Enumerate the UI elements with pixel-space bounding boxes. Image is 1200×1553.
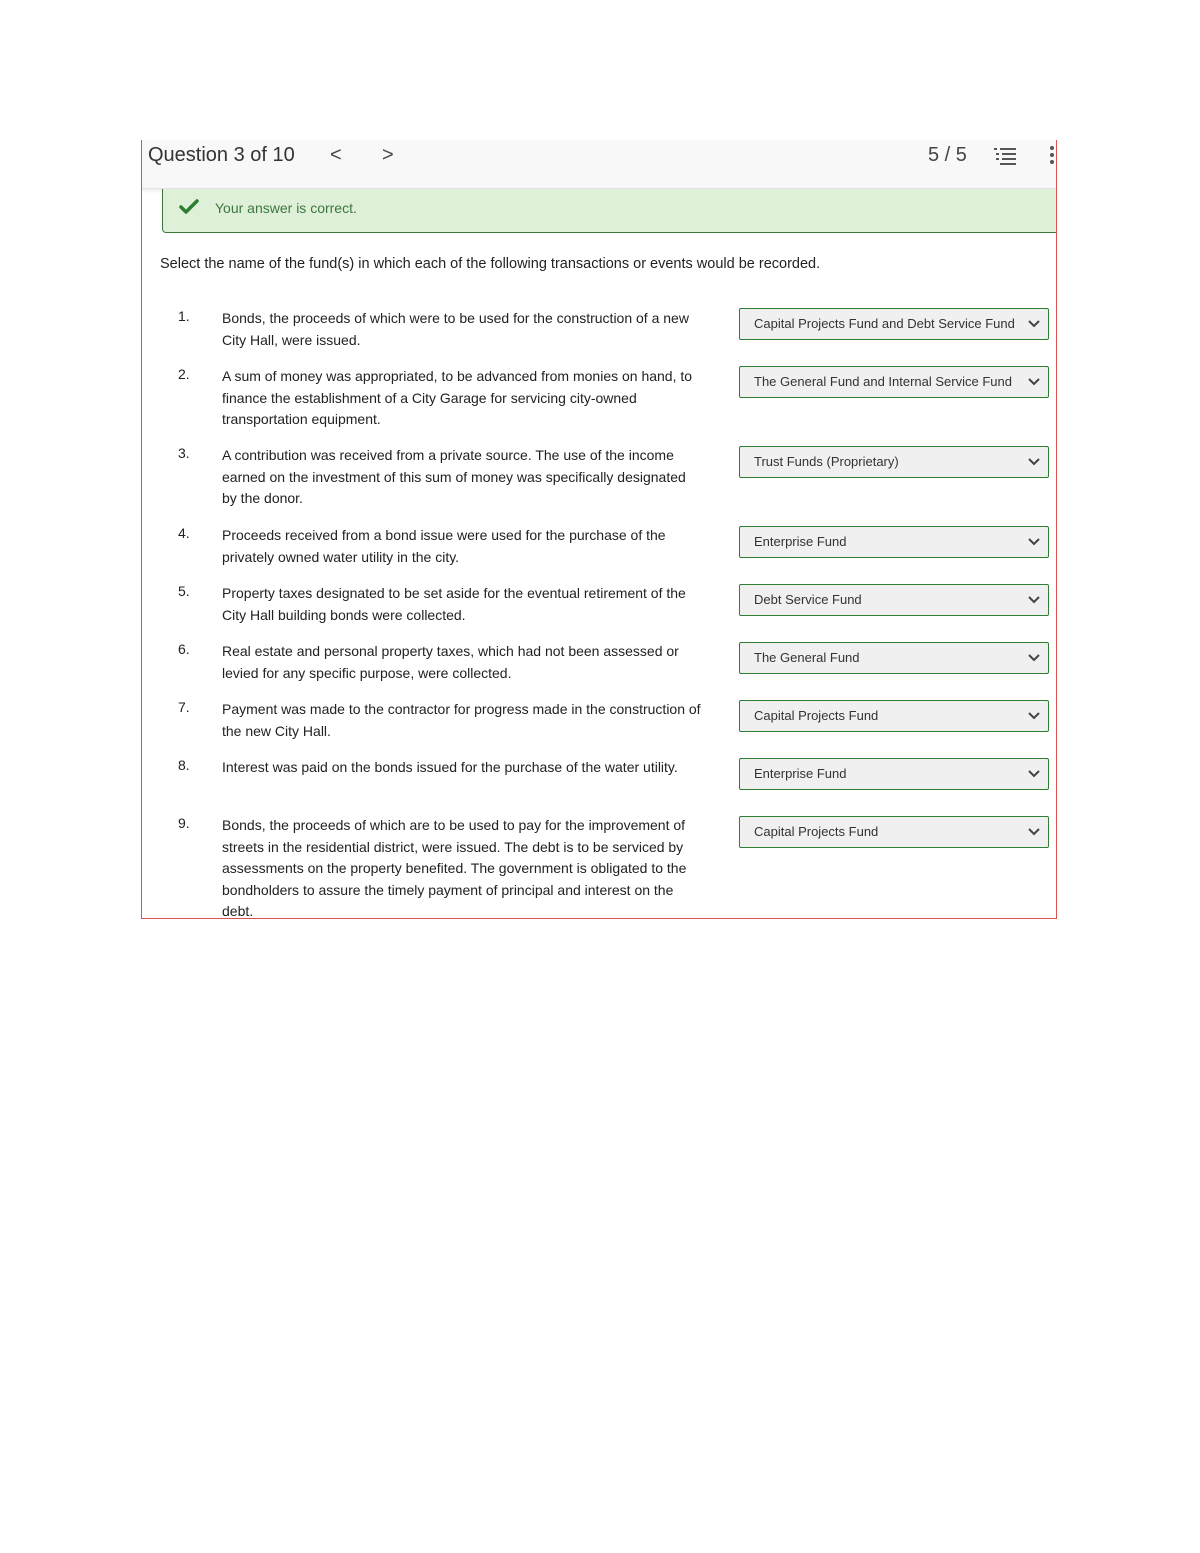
checkmark-icon: [179, 199, 199, 215]
item-text: Bonds, the proceeds of which are to be used to pay for the improvement of streets in the residential district, were issued. The debt is to be serviced by assessments on the property benefited. The government is obligated to the bondholders to assure the timely payment of principal and interest on the debt.: [222, 817, 687, 919]
next-question-button[interactable]: >: [382, 144, 394, 166]
answer-dropdown[interactable]: [739, 526, 1049, 558]
question-list-icon[interactable]: [994, 146, 1016, 166]
question-panel: [141, 140, 1057, 919]
item-text: Payment was made to the contractor for progress made in the construction of the new City Hall.: [222, 701, 701, 739]
correct-answer-banner: [162, 189, 1057, 233]
item-number: 5.: [178, 583, 190, 599]
selected-answer: Enterprise Fund: [754, 766, 847, 781]
question-header: [142, 140, 1056, 189]
selected-answer: The General Fund and Internal Service Fund: [754, 374, 1012, 389]
chevron-down-icon: [1028, 538, 1040, 546]
selected-answer: Capital Projects Fund: [754, 824, 879, 839]
chevron-down-icon: [1028, 596, 1040, 604]
item-text: Proceeds received from a bond issue were used for the purchase of the privately owned water utility in the city.: [222, 527, 666, 565]
item-number: 4.: [178, 525, 190, 541]
selected-answer: Capital Projects Fund and Debt Service Fund: [754, 316, 1015, 331]
previous-question-button[interactable]: <: [330, 144, 342, 166]
item-number: 6.: [178, 641, 190, 657]
item-text: Interest was paid on the bonds issued for the purchase of the water utility.: [222, 759, 678, 775]
answer-dropdown[interactable]: [739, 700, 1049, 732]
answer-dropdown[interactable]: [739, 446, 1049, 478]
instruction-text: Select the name of the fund(s) in which each of the following transactions or events would be recorded.: [160, 256, 821, 272]
item-text: A contribution was received from a private source. The use of the income earned on the investment of this sum of money was specifically designated by the donor.: [222, 447, 686, 506]
question-counter: Question 3 of 10: [148, 144, 295, 166]
item-number: 9.: [178, 815, 190, 831]
item-text: Real estate and personal property taxes, which had not been assessed or levied for any specific purpose, were collected.: [222, 643, 679, 681]
item-number: 8.: [178, 757, 190, 773]
chevron-down-icon: [1028, 828, 1040, 836]
item-text: A sum of money was appropriated, to be advanced from monies on hand, to finance the establishment of a City Garage for servicing city-owned transportation equipment.: [222, 368, 693, 427]
answer-dropdown[interactable]: [739, 584, 1049, 616]
answer-dropdown[interactable]: [739, 758, 1049, 790]
feedback-message: Your answer is correct.: [215, 200, 357, 216]
chevron-down-icon: [1028, 770, 1040, 778]
chevron-down-icon: [1028, 712, 1040, 720]
selected-answer: Capital Projects Fund: [754, 708, 879, 723]
answer-dropdown[interactable]: [739, 366, 1049, 398]
item-number: 3.: [178, 445, 190, 461]
answer-dropdown[interactable]: [739, 642, 1049, 674]
score-display: 5 / 5: [928, 144, 967, 166]
item-text: Bonds, the proceeds of which were to be used for the construction of a new City Hall, were issued.: [222, 310, 689, 348]
selected-answer: Enterprise Fund: [754, 534, 847, 549]
chevron-down-icon: [1028, 654, 1040, 662]
chevron-down-icon: [1028, 378, 1040, 386]
chevron-down-icon: [1028, 458, 1040, 466]
answer-dropdown[interactable]: [739, 308, 1049, 340]
answer-dropdown[interactable]: [739, 816, 1049, 848]
item-number: 1.: [178, 308, 190, 324]
item-number: 7.: [178, 699, 190, 715]
selected-answer: Debt Service Fund: [754, 592, 862, 607]
selected-answer: Trust Funds (Proprietary): [754, 454, 899, 469]
item-text: Property taxes designated to be set aside for the eventual retirement of the City Hall building bonds were collected.: [222, 585, 686, 623]
item-number: 2.: [178, 366, 190, 382]
chevron-down-icon: [1028, 320, 1040, 328]
selected-answer: The General Fund: [754, 650, 860, 665]
more-vertical-icon[interactable]: [1048, 144, 1056, 166]
